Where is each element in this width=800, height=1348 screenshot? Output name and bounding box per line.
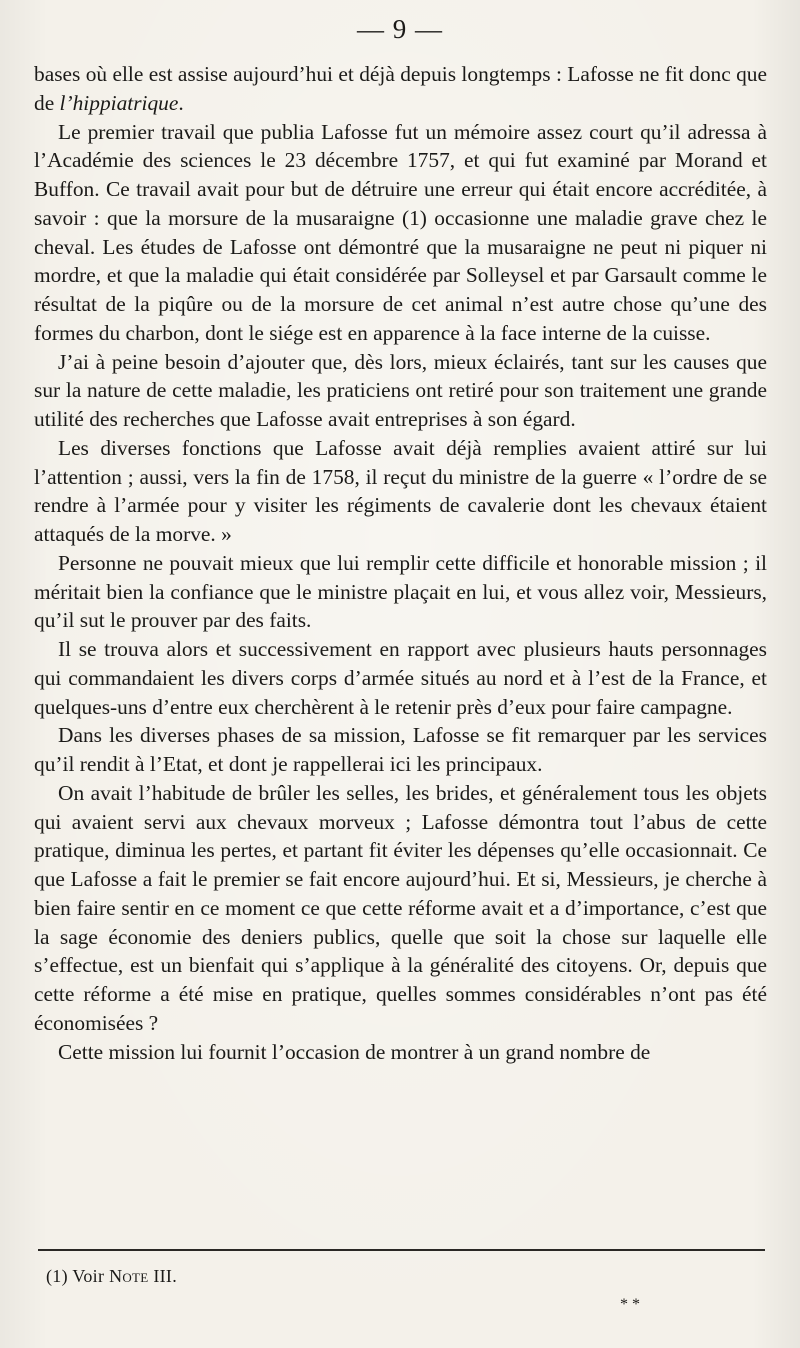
printer-signature-mark: **	[620, 1296, 644, 1313]
paragraph-text: Cette mission lui fournit l’occasion de montrer à un grand nombre de	[58, 1039, 651, 1064]
paragraph	[34, 549, 767, 635]
footnote-divider	[38, 1249, 765, 1251]
paragraph-text: Il se trouva alors et successivement en rapport avec plusieurs hauts personnages qui commandaient les divers corps d’armée situés au nord et à l’est de la France, et quelques-uns d’entre eux cherchèrent à le retenir près d’eux pour faire campagne.	[34, 637, 767, 719]
paragraph-text: On avait l’habitude de brûler les selles, les brides, et généralement tous les objets qui avaient servi aux chevaux morveux ; Lafosse démontra tout l’abus de cette pratique, diminua les pertes, et partant fit éviter les dépenses qu’elle occasionnait. Ce que Lafosse a fait le premier se fait encore aujourd’hui. Et si, Messieurs, je cherche à bien faire sentir en ce moment ce que cette réforme avait et a d’importance, c’est que la sage économie des deniers publics, quelle que soit la chose sur laquelle elle s’effectue, est un bienfait qui s’applique à la généralité des citoyens. Or, depuis que cette réforme a été mise en pratique, quelles sommes considérables n’ont pas été économisées ?	[34, 780, 767, 1035]
paragraph	[34, 635, 767, 721]
footnote-marker: (1)	[46, 1266, 68, 1286]
paragraph-text: Les diverses fonctions que Lafosse avait déjà remplies avaient attiré sur lui l’attention ; aussi, vers la fin de 1758, il reçut du ministre de la guerre « l’ordre de se rendre à l’armée pour y visiter les régiments de cavalerie dont les chevaux étaient attaqués de la morve. »	[34, 435, 767, 546]
paragraph	[34, 60, 767, 118]
paragraph	[34, 118, 767, 348]
page-number: — 9 —	[357, 14, 443, 44]
paragraph	[34, 779, 767, 1038]
footnote	[46, 1266, 177, 1287]
footnote-reference: Note III.	[109, 1266, 178, 1286]
paragraph	[34, 434, 767, 549]
body-text	[34, 60, 767, 1066]
paragraph-text: Personne ne pouvait mieux que lui remplir cette difficile et honorable mission ; il méritait bien la confiance que le ministre plaçait en lui, et vous allez voir, Messieurs, qu’il sut le prouver par des faits.	[34, 550, 767, 633]
paragraph-text: bases où elle est assise aujourd’hui et déjà depuis longtemps : Lafosse ne fit donc que de	[34, 62, 767, 115]
footnote-text-prefix: Voir	[72, 1266, 105, 1286]
paragraph-text: .	[178, 90, 184, 115]
paragraph-text: J’ai à peine besoin d’ajouter que, dès lors, mieux éclairés, tant sur les causes que sur la nature de cette maladie, les praticiens ont retiré pour son traitement une grande utilité des recherches que Lafosse avait entreprises à son égard.	[34, 349, 767, 431]
paragraph	[34, 348, 767, 434]
italic-text: l’hippiatrique	[59, 90, 179, 115]
paragraph	[34, 721, 767, 779]
paragraph-text: Dans les diverses phases de sa mission, Lafosse se fit remarquer par les services qu’il rendit à l’Etat, et dont je rappellerai ici les principaux.	[34, 723, 767, 776]
paragraph	[34, 1038, 767, 1067]
paragraph-text: Le premier travail que publia Lafosse fut un mémoire assez court qu’il adressa à l’Académie des sciences le 23 décembre 1757, et qui fut examiné par Morand et Buffon. Ce travail avait pour but de détruire une erreur qui était encore accréditée, à savoir : que la morsure de la musaraigne (1) occasionne une maladie grave chez le cheval. Les études de Lafosse ont démontré que la musaraigne ne peut ni piquer ni mordre, et que la maladie qui était considérée par Solleysel et par Garsault comme le résultat de la piqûre ou de la morsure de cet animal n’est autre chose qu’une des formes du charbon, dont le siége est en apparence à la face interne de la cuisse.	[34, 119, 767, 345]
